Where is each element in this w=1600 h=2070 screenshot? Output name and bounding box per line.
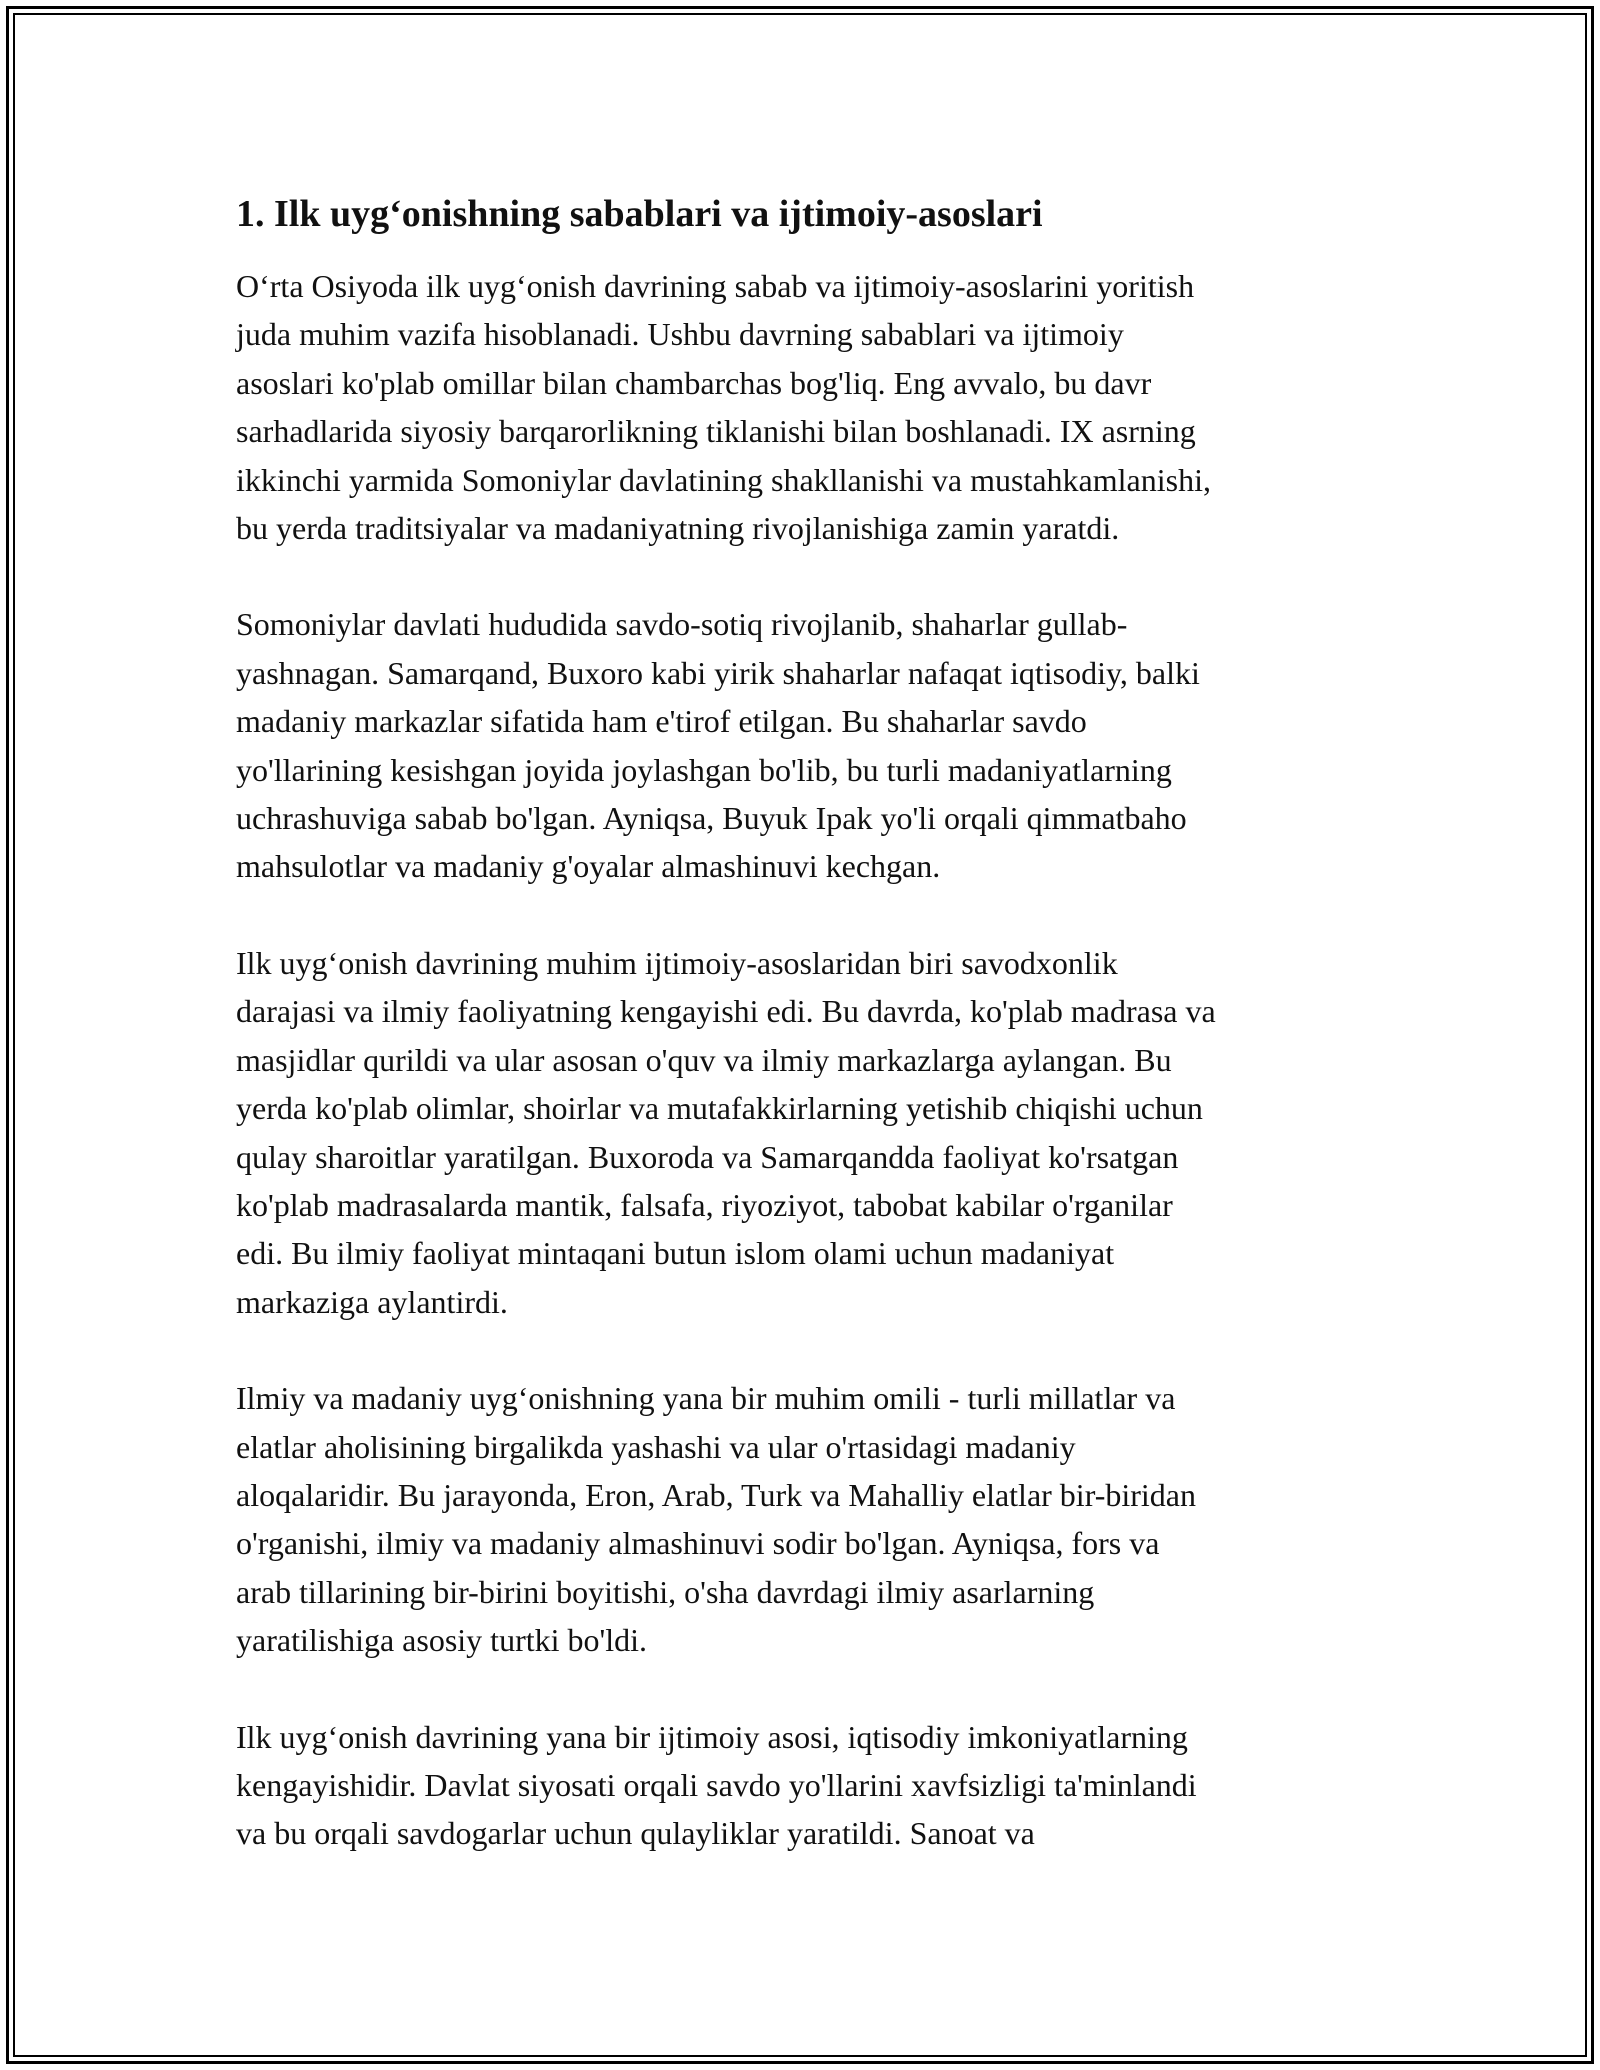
text-line: darajasi va ilmiy faoliyatning kengayishi edi. Bu davrda, ko'plab madrasa va <box>236 993 1216 1030</box>
text-line: ko'plab madrasalarda mantik, falsafa, riyoziyot, tabobat kabilar o'rganilar <box>236 1186 1173 1223</box>
text-line: juda muhim vazifa hisoblanadi. Ushbu davrning sabablari va ijtimoiy <box>236 316 1124 353</box>
text-line: O‘rta Osiyoda ilk uyg‘onish davrining sabab va ijtimoiy-asoslarini yoritish <box>236 268 1195 304</box>
text-line: uchrashuviga sabab bo'lgan. Ayniqsa, Buyuk Ipak yo'li orqali qimmatbaho <box>236 800 1187 837</box>
text-line: bu yerda traditsiyalar va madaniyatning rivojlanishiga zamin yaratdi. <box>236 510 1120 547</box>
text-line: ikkinchi yarmida Somoniylar davlatining shakllanishi va mustahkamlanishi, <box>236 461 1211 498</box>
text-line: o'rganishi, ilmiy va madaniy almashinuvi sodir bo'lgan. Ayniqsa, fors va <box>236 1525 1160 1562</box>
text-line: Ilk uyg‘onish davrining muhim ijtimoiy-asoslaridan biri savodxonlik <box>236 944 1118 981</box>
paragraph-3 <box>236 939 1366 1326</box>
text-line: Somoniylar davlati hududida savdo-sotiq rivojlanib, shaharlar gullab- <box>236 606 1128 643</box>
text-line: yashnagan. Samarqand, Buxoro kabi yirik shaharlar nafaqat iqtisodiy, balki <box>236 654 1200 691</box>
text-line: masjidlar qurildi va ular asosan o'quv va ilmiy markazlarga aylangan. Bu <box>236 1041 1172 1078</box>
text-line: madaniy markazlar sifatida ham e'tirof etilgan. Bu shaharlar savdo <box>236 703 1087 740</box>
text-line: aloqalaridir. Bu jarayonda, Eron, Arab, Turk va Mahalliy elatlar bir-biridan <box>236 1476 1196 1513</box>
text-line: Ilmiy va madaniy uyg‘onishning yana bir muhim omili - turli millatlar va <box>236 1380 1176 1417</box>
text-line: kengayishidir. Davlat siyosati orqali savdo yo'llarini xavfsizligi ta'minlandi <box>236 1766 1197 1803</box>
section-heading: 1. Ilk uyg‘onishning sabablari va ijtimoiy-asoslari <box>236 193 1043 235</box>
text-line: elatlar aholisining birgalikda yashashi va ular o'rtasidagi madaniy <box>236 1428 1076 1465</box>
text-line: markaziga aylantirdi. <box>236 1283 508 1320</box>
text-line: yo'llarining kesishgan joyida joylashgan bo'lib, bu turli madaniyatlarning <box>236 751 1172 788</box>
paragraph-4 <box>236 1374 1366 1664</box>
text-line: edi. Bu ilmiy faoliyat mintaqani butun islom olami uchun madaniyat <box>236 1235 1115 1272</box>
text-line: va bu orqali savdogarlar uchun qulayliklar yaratildi. Sanoat va <box>236 1815 1035 1852</box>
text-line: sarhadlarida siyosiy barqarorlikning tiklanishi bilan boshlanadi. IX asrning <box>236 413 1196 450</box>
document-body <box>236 186 1366 1858</box>
text-line: arab tillarining bir-birini boyitishi, o'sha davrdagi ilmiy asarlarning <box>236 1573 1095 1610</box>
paragraph-2 <box>236 600 1366 890</box>
text-line: asoslari ko'plab omillar bilan chambarchas bog'liq. Eng avvalo, bu davr <box>236 364 1152 401</box>
text-line: yaratilishiga asosiy turtki bo'ldi. <box>236 1622 648 1659</box>
text-line: qulay sharoitlar yaratilgan. Buxoroda va Samarqandda faoliyat ko'rsatgan <box>236 1138 1179 1175</box>
text-line: Ilk uyg‘onish davrining yana bir ijtimoiy asosi, iqtisodiy imkoniyatlarning <box>236 1718 1188 1755</box>
paragraph-5 <box>236 1713 1366 1858</box>
paragraph-1 <box>236 262 1366 552</box>
text-line: mahsulotlar va madaniy g'oyalar almashinuvi kechgan. <box>236 848 941 885</box>
text-line: yerda ko'plab olimlar, shoirlar va mutafakkirlarning yetishib chiqishi uchun <box>236 1090 1203 1127</box>
